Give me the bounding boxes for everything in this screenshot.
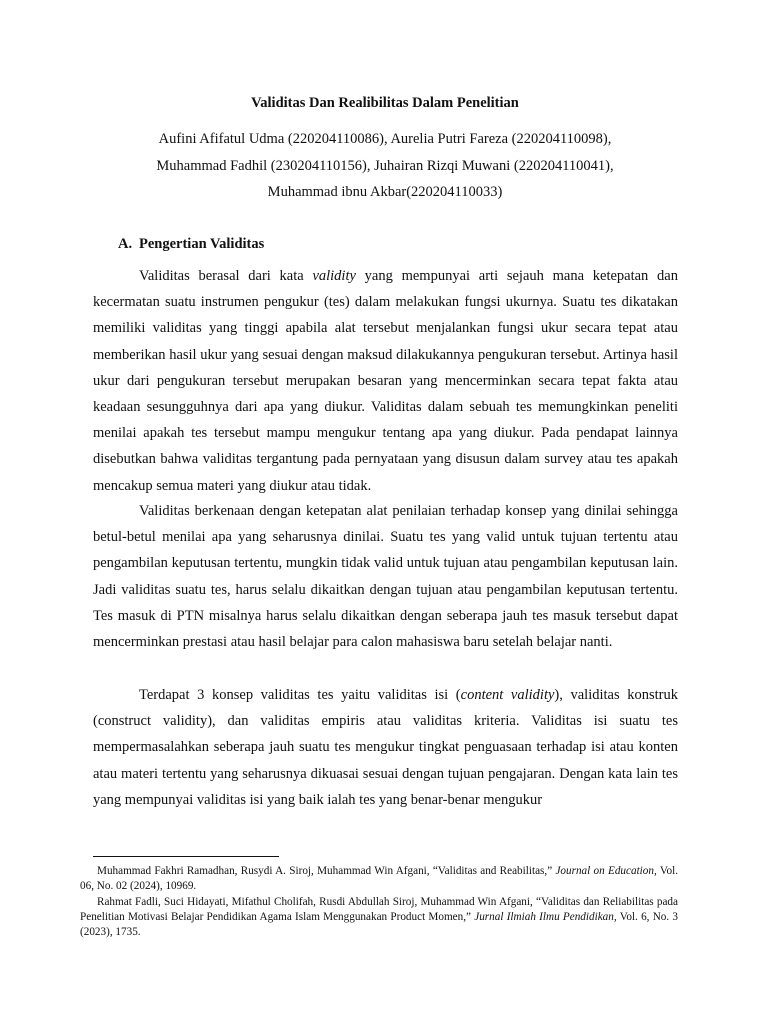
section-heading	[118, 235, 264, 253]
document-title: Validitas Dan Realibilitas Dalam Penelitian	[251, 95, 519, 111]
italic-term: content validity	[460, 687, 555, 703]
author-line: Aufini Afifatul Udma (220204110086), Aurelia Putri Fareza (220204110098),	[158, 131, 612, 147]
footnote-text: Rahmat Fadli, Suci Hidayati, Mifathul Cholifah, Rusdi Abdullah Siroj, Muhammad Win Afgani, “Validitas dan Reliabilitas pada Penelitian Motivasi Belajar Pendidikan Agama Islam Menggunakan Product Momen,”	[80, 896, 678, 923]
body-paragraph	[93, 682, 678, 813]
section-heading-text: Pengertian Validitas	[139, 236, 265, 252]
body-paragraph-block	[93, 682, 678, 813]
footnote-text: Muhammad Fakhri Ramadhan, Rusydi A. Siroj, Muhammad Win Afgani, “Validitas and Reabilitas,”	[97, 865, 556, 877]
body-paragraph-block	[93, 498, 678, 655]
body-paragraph-block	[93, 263, 678, 499]
paragraph-text: Validitas berasal dari kata	[139, 268, 313, 284]
body-paragraph: Validitas berkenaan dengan ketepatan alat penilaian terhadap konsep yang dinilai sehingga betul-betul menilai apa yang seharusnya dinilai. Suatu tes yang valid untuk tujuan tertentu atau pengambilan keputusan tertentu, mungkin tidak valid untuk tujuan atau pengambilan keputusan lain. Jadi validitas suatu tes, harus selalu dikaitkan dengan tujuan atau pengambilan keputusan tertentu. Tes masuk di PTN misalnya harus selalu dikaitkan dengan seberapa jauh tes masuk tersebut dapat mencerminkan prestasi atau hasil belajar para calon mahasiswa baru setelah belajar nanti.	[93, 503, 678, 651]
footnote	[80, 895, 678, 940]
footnote-text: Vol. 6, No. 3 (2023), 1735.	[80, 911, 679, 938]
footnote-journal: Journal on Education,	[555, 865, 657, 877]
footnote-text: Vol. 06, No. 02 (2024), 10969.	[80, 865, 678, 892]
body-paragraph	[93, 263, 678, 499]
author-line: Muhammad Fadhil (230204110156), Juhairan Rizqi Muwani (220204110041),	[156, 157, 614, 174]
author-list	[92, 126, 678, 206]
paragraph-text: yang mempunyai arti sejauh mana ketepatan dan kecermatan suatu instrumen pengukur (tes) dalam melakukan fungsi ukurnya. Suatu tes dikatakan memiliki validitas yang tinggi apabila alat tersebut menjalankan fungsi ukur secara tepat atau memberikan hasil ukur yang sesuai dengan maksud dilakukannya pengukuran tersebut. Artinya hasil ukur dari pengukuran tersebut merupakan besaran yang mencerminkan secara tepat fakta atau keadaan sesungguhnya dari apa yang diukur. Validitas dalam sebuah tes memungkinkan peneliti menilai apakah tes tersebut mampu mengukur tentang apa yang diukur. Pada pendapat lainnya disebutkan bahwa validitas tergantung pada pernyataan yang disusun dalam survey atau tes apakah mencakup semua materi yang diukur atau tidak.	[93, 268, 678, 494]
paragraph-text: ), validitas konstruk (construct validity), dan validitas empiris atau validitas kriteria. Validitas isi suatu tes mempermasalahkan seberapa jauh suatu tes mengukur tingkat penguasaan terhadap isi atau konten atau materi tertentu yang seharusnya dikuasai sesuai dengan tujuan pengajaran. Dengan kata lain tes yang mempunyai validitas isi yang baik ialah tes yang benar-benar mengukur	[93, 687, 678, 808]
footnote-separator	[93, 856, 279, 857]
author-line: Muhammad ibnu Akbar(220204110033)	[267, 184, 503, 200]
paragraph-text: Terdapat 3 konsep validitas tes yaitu validitas isi (	[139, 687, 461, 703]
italic-term: validity	[312, 268, 356, 284]
section-letter: A.	[118, 236, 133, 252]
footnotes	[80, 864, 678, 940]
footnote	[80, 864, 678, 894]
footnote-journal: Jurnal Ilmiah Ilmu Pendidikan,	[474, 911, 617, 923]
